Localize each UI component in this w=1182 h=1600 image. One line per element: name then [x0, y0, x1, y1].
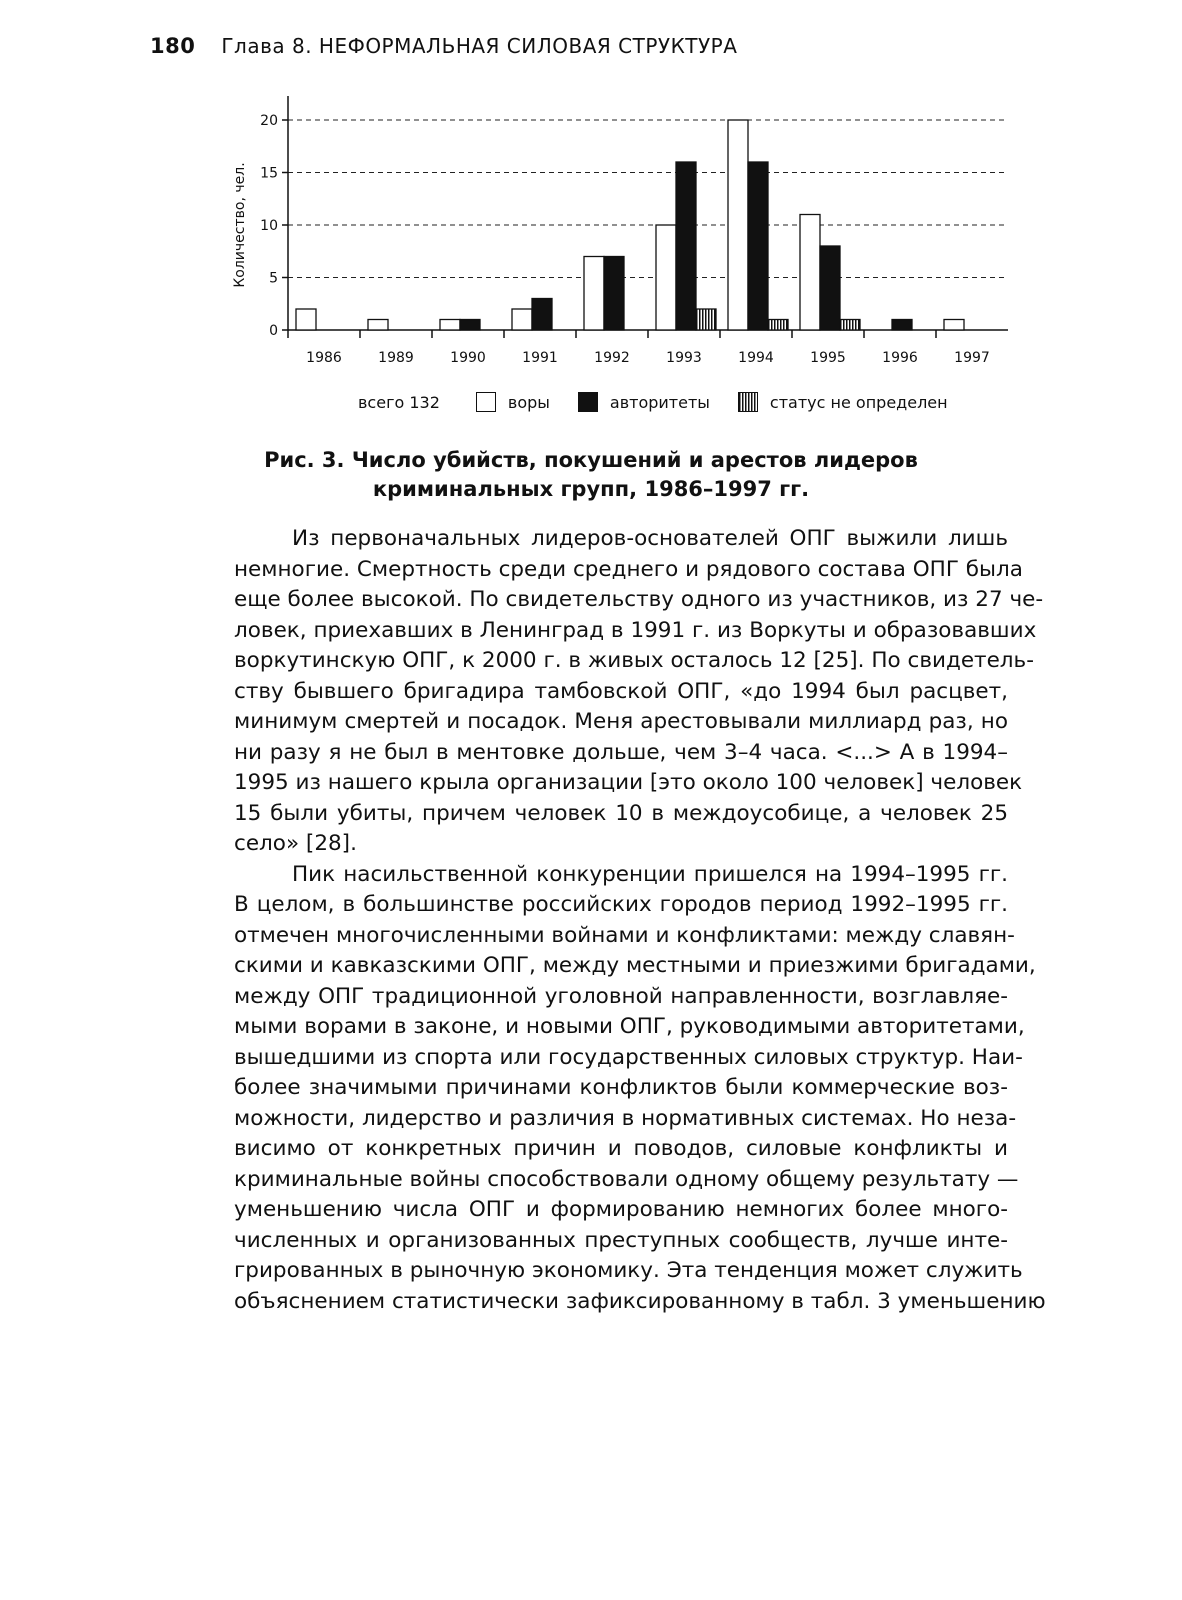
text-line: вышедшими из спорта или государственных силовых структур. Наи-	[234, 1044, 1023, 1070]
legend-item-authorities	[578, 392, 710, 412]
text-line: более значимыми причинами конфликтов были коммерческие воз-	[234, 1075, 1008, 1100]
text-line: воркутинскую ОПГ, к 2000 г. в живых осталось 12 [25]. По свидетель-	[234, 648, 1034, 673]
body-text	[234, 524, 1046, 1317]
bar-undetermined	[840, 320, 860, 331]
text-line: еще более высокой. По свидетельству одного из участников, из 27 че-	[234, 587, 1044, 612]
text-line: Из первоначальных лидеров-основателей ОПГ выжили лишь	[292, 526, 1008, 551]
bar-authorities	[532, 299, 552, 331]
paragraph-1	[234, 524, 1044, 860]
text-line: мыми ворами в законе, и новыми ОПГ, руководимыми авторитетами,	[234, 1014, 1025, 1039]
y-tick-label: 10	[260, 218, 278, 234]
bar-undetermined	[768, 320, 788, 331]
legend-label-authorities: авторитеты	[609, 392, 710, 412]
text-line: ству бывшего бригадира тамбовской ОПГ, «до 1994 был расцвет,	[234, 678, 1008, 704]
bar-undetermined	[696, 309, 716, 330]
x-tick-label: 1994	[738, 350, 774, 366]
text-line: между ОПГ традиционной уголовной направленности, возглавляе-	[234, 983, 1008, 1009]
figure-caption	[0, 446, 1182, 504]
caption-line: Рис. 3. Число убийств, покушений и арестов лидеров	[264, 448, 918, 472]
bar-authorities	[460, 320, 480, 331]
x-tick-label: 1993	[666, 350, 702, 366]
bar-chart	[222, 92, 1022, 377]
bar-authorities	[676, 162, 696, 330]
bar-authorities	[892, 320, 912, 331]
bar-thieves	[800, 215, 820, 331]
text-line: В целом, в большинстве российских городов период 1992–1995 гг.	[234, 892, 1008, 917]
text-line: минимум смертей и посадок. Меня арестовывали миллиард раз, но	[234, 709, 1008, 734]
y-axis-label: Количество, чел.	[232, 162, 248, 288]
x-tick-label: 1986	[306, 350, 342, 366]
legend-swatch-authorities	[578, 392, 598, 412]
running-head	[150, 34, 737, 58]
page-number: 180	[150, 34, 196, 58]
bar-thieves	[296, 309, 316, 330]
bar-authorities	[748, 162, 768, 330]
caption-line: криминальных групп, 1986–1997 гг.	[372, 477, 810, 501]
text-line: Пик насильственной конкуренции пришелся на 1994–1995 гг.	[292, 861, 1008, 887]
chart-legend	[358, 392, 976, 412]
y-tick-label: 0	[269, 323, 278, 339]
bar-thieves	[368, 320, 388, 331]
y-tick-label: 20	[260, 113, 278, 129]
text-line: ловек, приехавших в Ленинград в 1991 г. из Воркуты и образовавших	[234, 617, 1037, 643]
bar-thieves	[440, 320, 460, 331]
legend-label-undetermined: статус не определен	[769, 392, 948, 412]
text-line: отмечен многочисленными войнами и конфликтами: между славян-	[234, 922, 1015, 948]
legend-swatch-undetermined	[738, 392, 758, 412]
text-line: скими и кавказскими ОПГ, между местными и приезжими бригадами,	[234, 953, 1036, 978]
bar-authorities	[604, 257, 624, 331]
text-line: грированных в рыночную экономику. Эта тенденция может служить	[234, 1258, 1023, 1283]
text-line: объяснением статистически зафиксированному в табл. 3 уменьшению	[234, 1288, 1046, 1314]
y-tick-label: 15	[260, 165, 278, 182]
text-line: 1995 из нашего крыла организации [это около 100 человек] человек	[234, 770, 1023, 795]
bar-thieves	[944, 320, 964, 331]
text-line: висимо от конкретных причин и поводов, силовые конфликты и	[234, 1136, 1008, 1161]
legend-total: всего 132	[358, 392, 440, 412]
x-tick-label: 1995	[810, 350, 846, 366]
bar-thieves	[728, 120, 748, 330]
x-tick-label: 1989	[378, 350, 414, 366]
text-line: ни разу я не был в ментовке дольше, чем 3–4 часа. <...> А в 1994–	[234, 739, 1008, 765]
legend-item-undetermined	[738, 392, 948, 412]
x-tick-label: 1991	[522, 350, 558, 366]
text-line: уменьшению числа ОПГ и формированию немногих более много-	[234, 1197, 1008, 1222]
x-tick-label: 1997	[954, 350, 990, 366]
x-tick-label: 1996	[882, 350, 918, 366]
legend-item-thieves	[476, 392, 550, 412]
y-tick-label: 5	[269, 270, 278, 287]
text-line: 15 были убиты, причем человек 10 в междоусобице, а человек 25	[234, 800, 1008, 826]
bar-thieves	[584, 257, 604, 331]
legend-label-thieves: воры	[507, 392, 550, 412]
bar-authorities	[820, 246, 840, 330]
bar-thieves	[656, 225, 676, 330]
text-line: немногие. Смертность среди среднего и рядового состава ОПГ была	[234, 556, 1023, 582]
x-tick-label: 1990	[450, 350, 486, 366]
text-line: село» [28].	[234, 831, 357, 856]
paragraph-2	[234, 860, 1046, 1318]
text-line: можности, лидерство и различия в нормативных системах. Но неза-	[234, 1105, 1017, 1131]
text-line: криминальные войны способствовали одному общему результату —	[234, 1166, 1019, 1192]
text-line: численных и организованных преступных сообществ, лучше инте-	[234, 1227, 1008, 1253]
chapter-title: Глава 8. НЕФОРМАЛЬНАЯ СИЛОВАЯ СТРУКТУРА	[221, 34, 738, 58]
bar-thieves	[512, 309, 532, 330]
x-tick-label: 1992	[594, 350, 630, 366]
legend-swatch-thieves	[476, 392, 496, 412]
